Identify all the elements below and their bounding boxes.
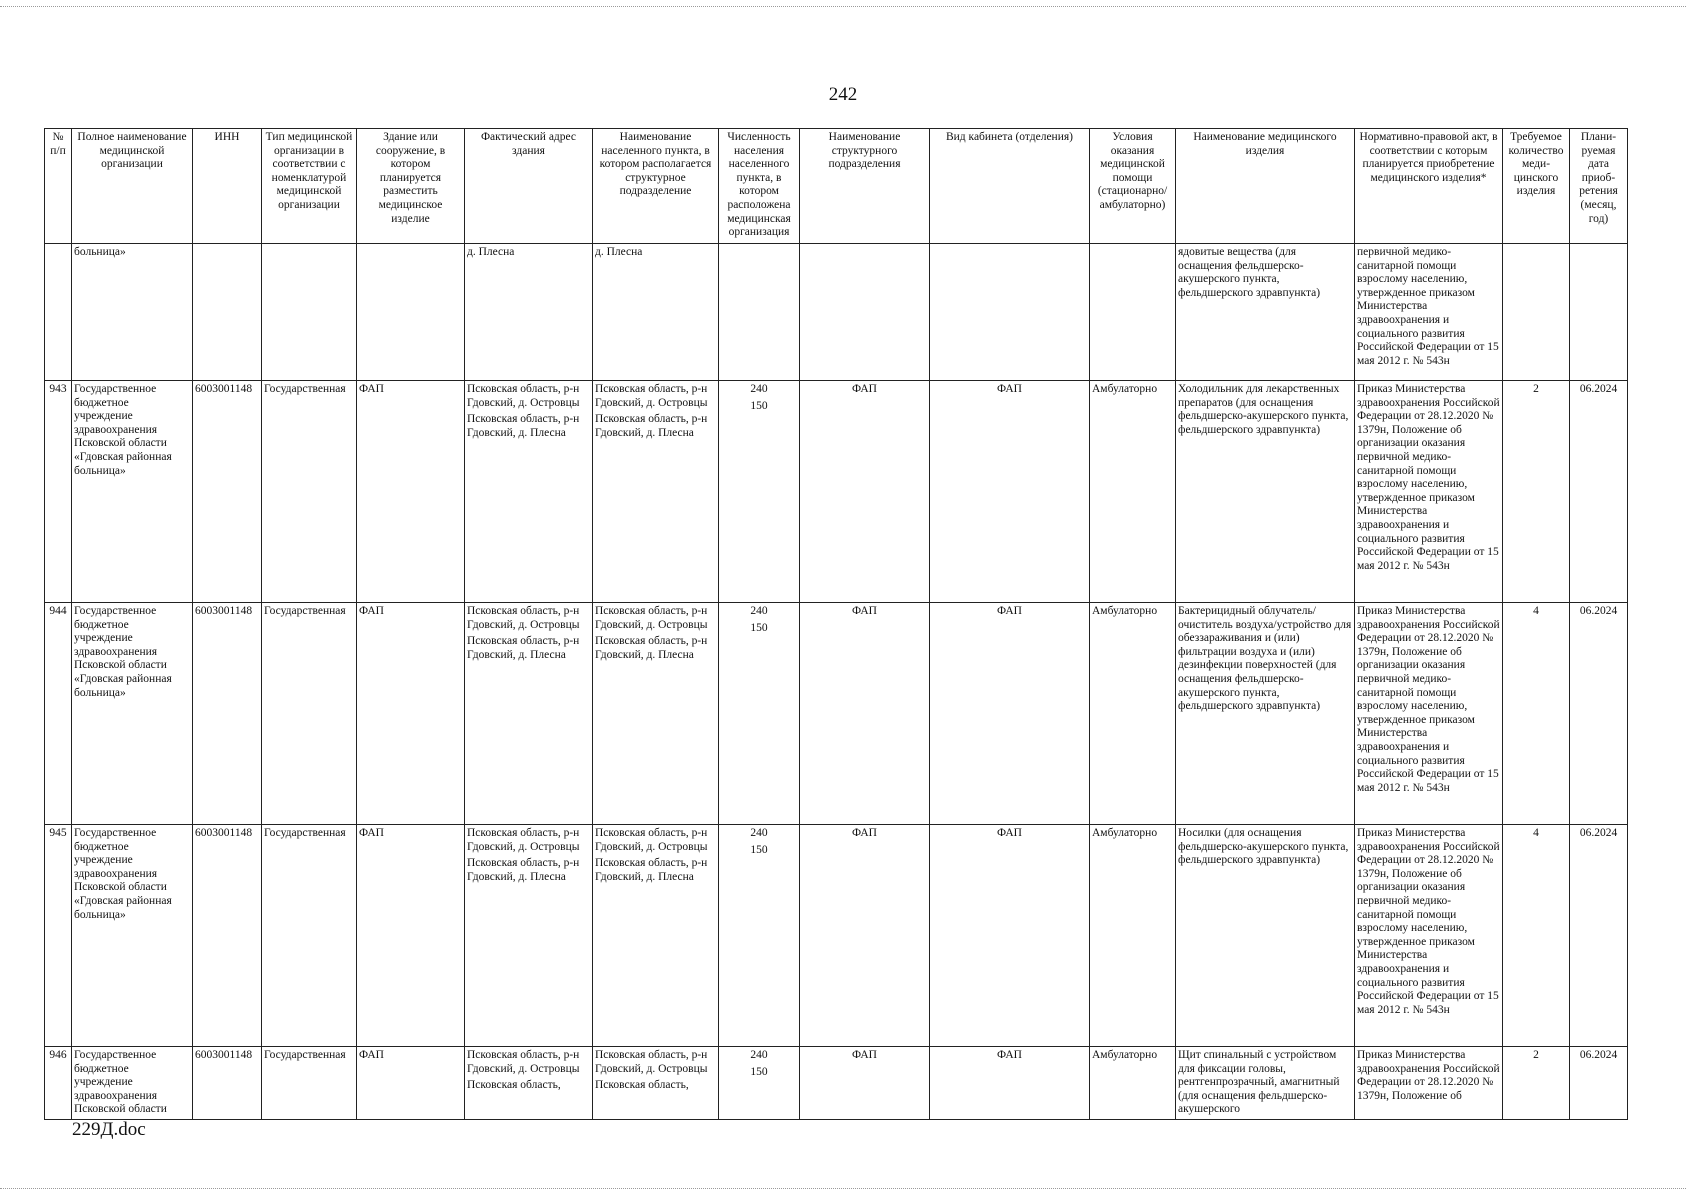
unit-name: ФАП	[800, 1047, 930, 1120]
inn: 6003001148	[193, 1047, 262, 1120]
header-cell: Условия оказания медицинской помощи (стационарно/ амбулаторно)	[1090, 129, 1176, 244]
inn: 6003001148	[193, 381, 262, 603]
footer-filename: 229Д.doc	[72, 1119, 146, 1140]
header-cell: Вид кабинета (отделения)	[930, 129, 1090, 244]
unit-name: ФАП	[800, 603, 930, 825]
settlement-line: Псковская область, р-н Гдовский, д. Островцы	[595, 827, 708, 853]
room-type: ФАП	[930, 825, 1090, 1047]
unit-name: ФАП	[800, 381, 930, 603]
row-number: 945	[45, 825, 72, 1047]
header-cell: № п/п	[45, 129, 72, 244]
settlement	[593, 825, 719, 1047]
purchase-date: 06.2024	[1570, 603, 1628, 825]
org-name: Государственное бюджетное учреждение здравоохранения Псковской области «Гдовская районная больница»	[72, 825, 193, 1047]
population-value: 150	[750, 843, 768, 856]
header-cell: Наименование населенного пункта, в котором располагается структурное подразделение	[593, 129, 719, 244]
header-cell: Наименование структурного подразделения	[800, 129, 930, 244]
population	[719, 1047, 800, 1120]
population-value: 240	[750, 605, 768, 617]
building: ФАП	[357, 1047, 465, 1120]
org-name: Государственное бюджетное учреждение здравоохранения Псковской области «Гдовская районная больница»	[72, 381, 193, 603]
org-type: Государственная	[262, 381, 357, 603]
quantity: 4	[1503, 603, 1570, 825]
header-cell: Полное наименование медицинской организации	[72, 129, 193, 244]
device-name: Щит спинальный с устройством для фиксации головы, рентгенпрозрачный, амагнитный (для оснащения фельдшерско-акушерского	[1176, 1047, 1355, 1120]
settlement-line: Псковская область, р-н Гдовский, д. Островцы	[595, 1049, 708, 1075]
table-row	[45, 603, 1628, 825]
inn: 6003001148	[193, 825, 262, 1047]
settlement-line: Псковская область,	[595, 1079, 689, 1092]
org-name: Государственное бюджетное учреждение здравоохранения Псковской области «Гдовская районная больница»	[72, 603, 193, 825]
purchase-date: 06.2024	[1570, 1047, 1628, 1120]
org-name: Государственное бюджетное учреждение здравоохранения Псковской области	[72, 1047, 193, 1120]
address	[465, 825, 593, 1047]
room-type: ФАП	[930, 603, 1090, 825]
population	[719, 825, 800, 1047]
header-cell: Наименование медицинского изделия	[1176, 129, 1355, 244]
table-row-continuation	[45, 244, 1628, 381]
device-name: ядовитые вещества (для оснащения фельдшерско-акушерского пункта, фельдшерского здравпункта)	[1176, 244, 1355, 381]
address-line: Псковская область, р-н Гдовский, д. Плесна	[467, 635, 580, 661]
care-conditions: Амбулаторно	[1090, 825, 1176, 1047]
header-cell: Тип медицинской организации в соответствии с номенклатурой медицинской организации	[262, 129, 357, 244]
row-number: 946	[45, 1047, 72, 1120]
table-row	[45, 825, 1628, 1047]
population-value: 150	[750, 1065, 768, 1078]
room-type: ФАП	[930, 1047, 1090, 1120]
address-line: Псковская область,	[467, 1079, 561, 1092]
population-value: 240	[750, 827, 768, 839]
device-name: Бактерицидный облучатель/очиститель воздуха/устройство для обеззараживания и (или) фильтрации воздуха и (или) дезинфекции поверхностей (для оснащения фельдшерско-акушерского пункта, фельдшерского здравпункта)	[1176, 603, 1355, 825]
quantity: 2	[1503, 1047, 1570, 1120]
care-conditions: Амбулаторно	[1090, 1047, 1176, 1120]
legal-act: первичной медико-санитарной помощи взрослому населению, утвержденное приказом Министерства здравоохранения и социального развития Российской Федерации от 15 мая 2012 г. № 543н	[1355, 244, 1503, 381]
org-type: Государственная	[262, 603, 357, 825]
address-line: Псковская область, р-н Гдовский, д. Островцы	[467, 383, 580, 409]
population	[719, 381, 800, 603]
room-type: ФАП	[930, 381, 1090, 603]
table-header-row	[45, 129, 1628, 244]
settlement-line: Псковская область, р-н Гдовский, д. Островцы	[595, 383, 708, 409]
settlement-line: Псковская область, р-н Гдовский, д. Плесна	[595, 635, 708, 661]
scan-edge-bottom	[0, 1188, 1686, 1193]
address-line: Псковская область, р-н Гдовский, д. Плесна	[467, 857, 580, 883]
population-value: 150	[750, 621, 768, 634]
building: ФАП	[357, 825, 465, 1047]
org-type: Государственная	[262, 825, 357, 1047]
header-cell: Требуемое количество меди-цинского изделия	[1503, 129, 1570, 244]
org-type: Государственная	[262, 1047, 357, 1120]
header-cell: Здание или сооружение, в котором планируется разместить медицинское изделие	[357, 129, 465, 244]
header-cell: Нормативно-правовой акт, в соответствии с которым планируется приобретение медицинского изделия*	[1355, 129, 1503, 244]
address-line: Псковская область, р-н Гдовский, д. Плесна	[467, 413, 580, 439]
scan-edge-top	[0, 6, 1686, 13]
header-cell: ИНН	[193, 129, 262, 244]
population-value: 240	[750, 383, 768, 395]
org-name: больница»	[72, 244, 193, 381]
legal-act: Приказ Министерства здравоохранения Российской Федерации от 28.12.2020 № 1379н, Положение об организации оказания первичной медико-санитарной помощи взрослому населению, утвержденное приказом Министерства здравоохранения и социального развития Российской Федерации от 15 мая 2012 г. № 543н	[1355, 603, 1503, 825]
settlement-line: Псковская область, р-н Гдовский, д. Островцы	[595, 605, 708, 631]
care-conditions: Амбулаторно	[1090, 603, 1176, 825]
address-line: Псковская область, р-н Гдовский, д. Островцы	[467, 827, 580, 853]
quantity: 2	[1503, 381, 1570, 603]
care-conditions: Амбулаторно	[1090, 381, 1176, 603]
header-cell: Фактический адрес здания	[465, 129, 593, 244]
device-name: Холодильник для лекарственных препаратов (для оснащения фельдшерско-акушерского пункта, фельдшерского здравпункта)	[1176, 381, 1355, 603]
address	[465, 603, 593, 825]
device-name: Носилки (для оснащения фельдшерско-акушерского пункта, фельдшерского здравпункта)	[1176, 825, 1355, 1047]
address-line: Псковская область, р-н Гдовский, д. Островцы	[467, 1049, 580, 1075]
row-number: 943	[45, 381, 72, 603]
legal-act: Приказ Министерства здравоохранения Российской Федерации от 28.12.2020 № 1379н, Положение об	[1355, 1047, 1503, 1120]
page-number: 242	[828, 84, 858, 105]
population	[719, 603, 800, 825]
building: ФАП	[357, 381, 465, 603]
population-value: 240	[750, 1049, 768, 1061]
inn: 6003001148	[193, 603, 262, 825]
unit-name: ФАП	[800, 825, 930, 1047]
settlement-line: Псковская область, р-н Гдовский, д. Плесна	[595, 413, 708, 439]
purchase-date: 06.2024	[1570, 825, 1628, 1047]
quantity: 4	[1503, 825, 1570, 1047]
legal-act: Приказ Министерства здравоохранения Российской Федерации от 28.12.2020 № 1379н, Положение об организации оказания первичной медико-санитарной помощи взрослому населению, утвержденное приказом Министерства здравоохранения и социального развития Российской Федерации от 15 мая 2012 г. № 543н	[1355, 381, 1503, 603]
settlement	[593, 603, 719, 825]
row-number: 944	[45, 603, 72, 825]
settlement	[593, 381, 719, 603]
building: ФАП	[357, 603, 465, 825]
address: д. Плесна	[465, 244, 593, 381]
header-cell: Численность населения населенного пункта, в котором расположена медицинская организация	[719, 129, 800, 244]
address-line: Псковская область, р-н Гдовский, д. Островцы	[467, 605, 580, 631]
legal-act: Приказ Министерства здравоохранения Российской Федерации от 28.12.2020 № 1379н, Положение об организации оказания первичной медико-санитарной помощи взрослому населению, утвержденное приказом Министерства здравоохранения и социального развития Российской Федерации от 15 мая 2012 г. № 543н	[1355, 825, 1503, 1047]
settlement: д. Плесна	[593, 244, 719, 381]
header-cell: Плани-руемая дата приоб-ретения (месяц, год)	[1570, 129, 1628, 244]
table-row	[45, 1047, 1628, 1120]
settlement-line: Псковская область, р-н Гдовский, д. Плесна	[595, 857, 708, 883]
table-row	[45, 381, 1628, 603]
equipment-table	[44, 128, 1628, 1120]
address	[465, 1047, 593, 1120]
purchase-date: 06.2024	[1570, 381, 1628, 603]
population-value: 150	[750, 399, 768, 412]
settlement	[593, 1047, 719, 1120]
address	[465, 381, 593, 603]
